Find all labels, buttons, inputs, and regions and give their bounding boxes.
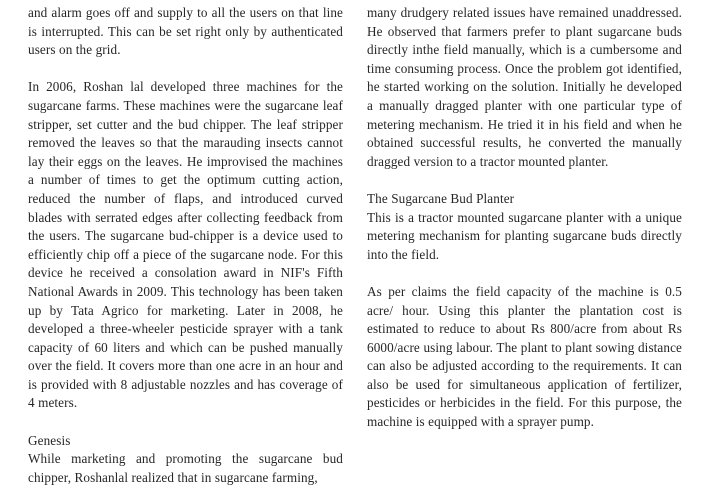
- paragraph-drudgery-issues: many drudgery related issues have remained unaddressed. He observed that farmers prefer to plant sugarcane buds directly inthe field manually, which is a cumbersome and time consuming process. Once the problem got identified, he started working on the solution. Initially he developed a manually dragged planter with one particular type of metering mechanism. He tried it in his field and when he obtained successful results, he converted the manually dragged version to a tractor mounted planter.: [367, 5, 682, 169]
- left-column: [28, 4, 343, 485]
- section-heading-genesis: Genesis: [28, 432, 71, 448]
- section-heading-sugarcane-bud-planter: The Sugarcane Bud Planter: [367, 190, 515, 206]
- paragraph-field-capacity-claims: As per claims the field capacity of the machine is 0.5 acre/ hour. Using this planter the plantation cost is estimated to reduce to about Rs 800/acre from about Rs 6000/acre using labour. The plant to plant sowing distance can also be adjusted according to the requirements. It can also be used for simultaneous application of fertilizer, pesticides or herbicides in the field. For this purpose, the machine is equipped with a sprayer pump.: [367, 283, 682, 430]
- paragraph-while-marketing: While marketing and promoting the sugarcane bud chipper, Roshanlal realized that in sugarcane farming,: [28, 451, 343, 485]
- right-column: [367, 4, 682, 476]
- paragraph-alarm-grid: and alarm goes off and supply to all the users on that line is interrupted. This can be set right only by authenticated users on the grid.: [28, 5, 343, 58]
- paragraph-tractor-mounted-planter: This is a tractor mounted sugarcane planter with a unique metering mechanism for planting sugarcane buds directly into the field.: [367, 209, 682, 262]
- paragraph-three-machines: In 2006, Roshan lal developed three machines for the sugarcane farms. These machines were the sugarcane leaf stripper, set cutter and the bud chipper. The leaf stripper removed the leaves so that the marauding insects cannot lay their eggs on the leaves. He improvised the machines a number of times to get the optimum cutting action, reduced the number of flaps, and introduced curved blades with serrated edges after collecting feedback from the users. The sugarcane bud-chipper is a device used to efficiently chip off a piece of the sugarcane node. For this device he received a consolation award in NIF's Fifth National Awards in 2009. This technology has been taken up by Tata Agrico for marketing. Later in 2008, he developed a three-wheeler pesticide sprayer with a tank capacity of 60 liters and which can be pushed manually over the field. It covers more than one acre in an hour and is provided with 8 adjustable nozzles and has coverage of 4 meters.: [28, 79, 343, 411]
